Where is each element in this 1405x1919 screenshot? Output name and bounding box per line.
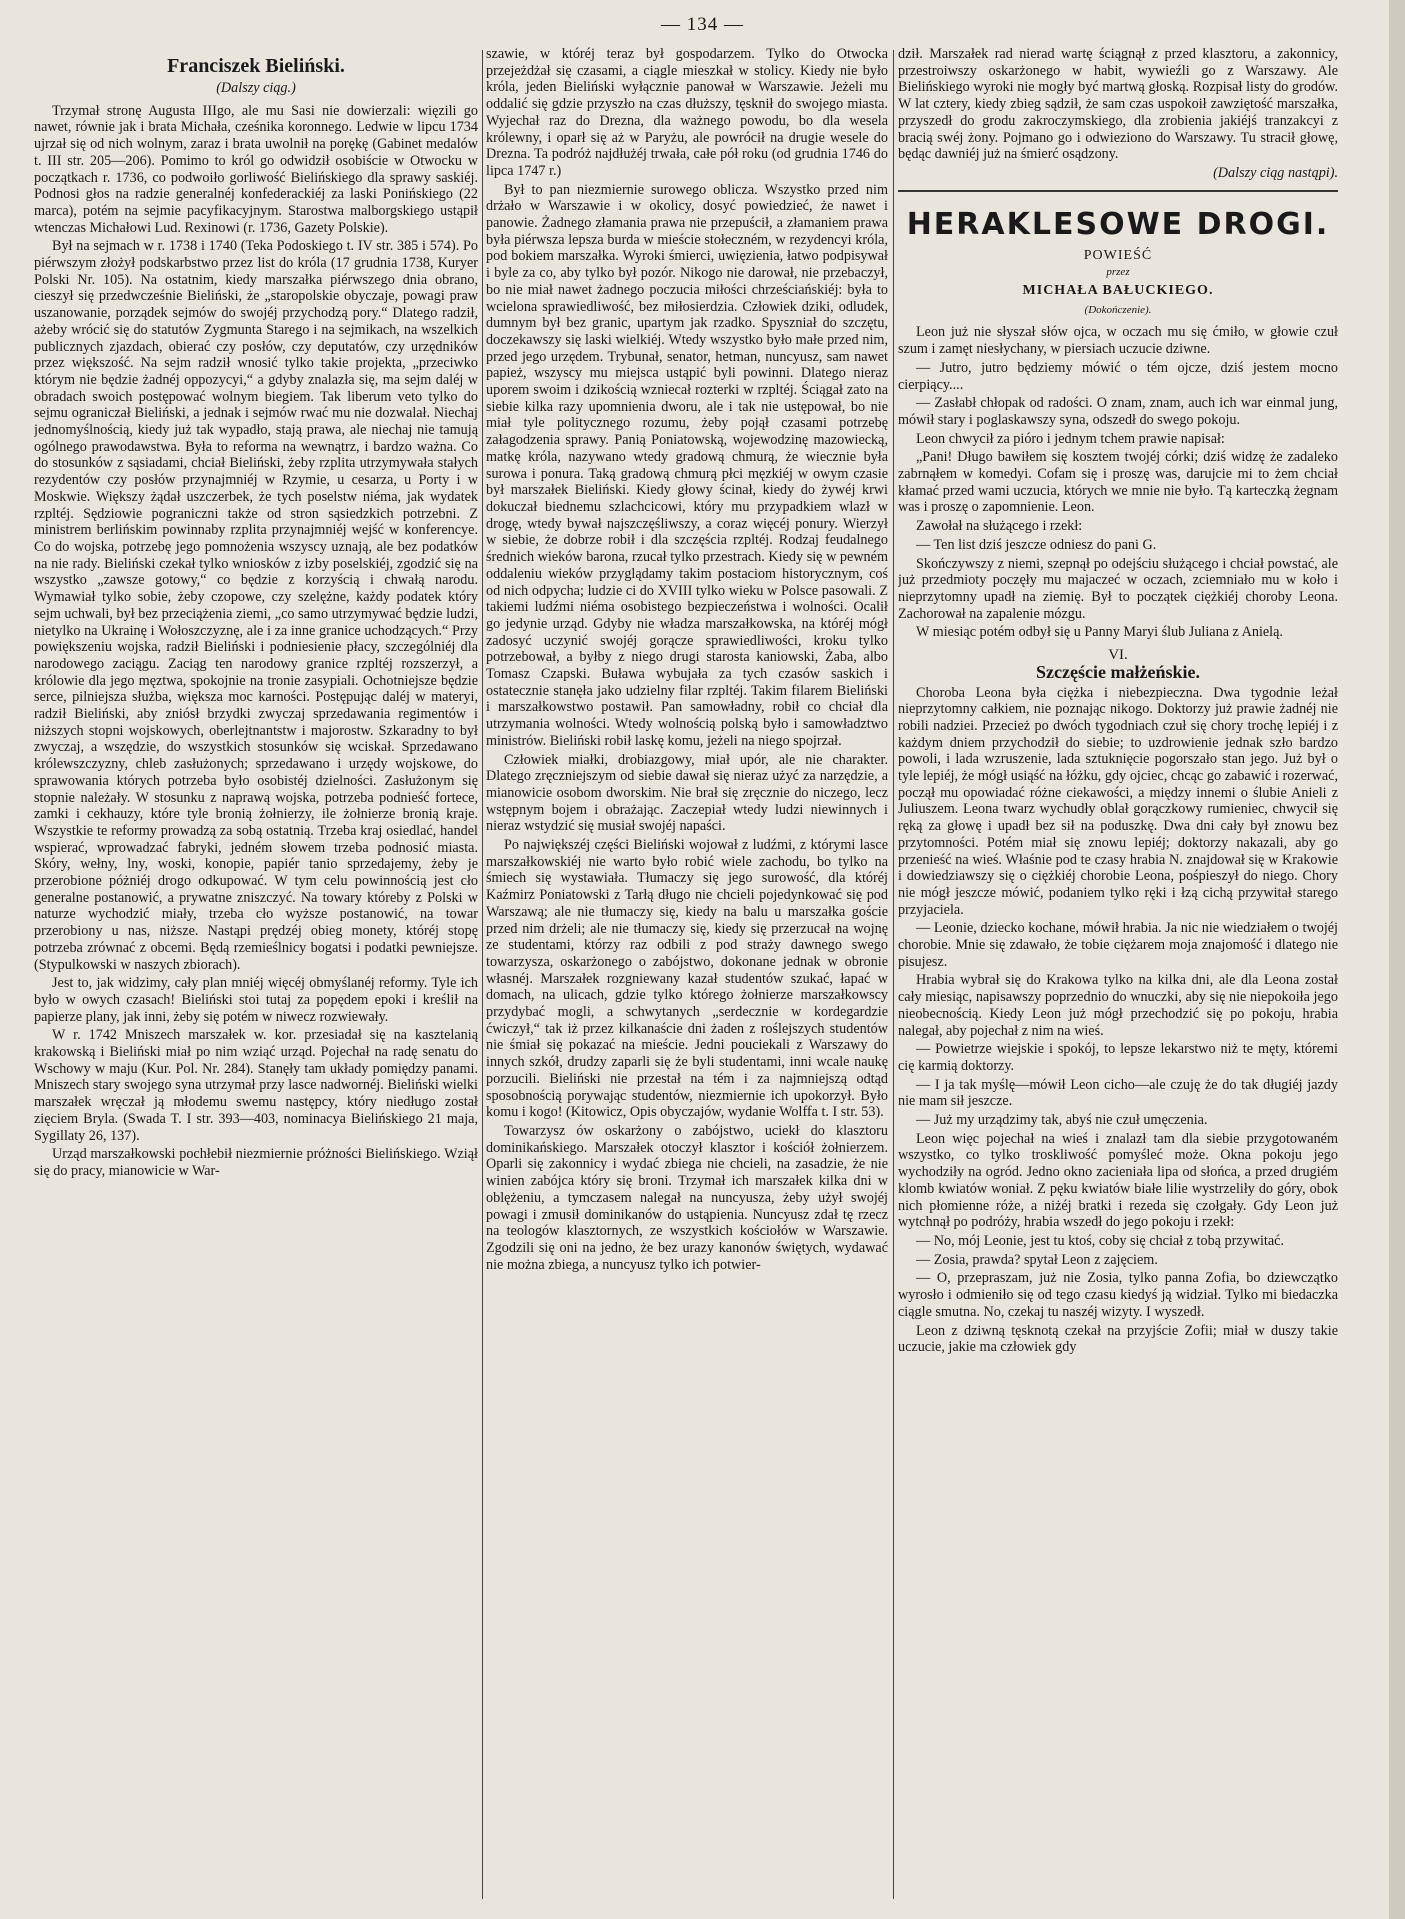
page-edge [1389, 0, 1405, 1919]
article-title: Franciszek Bieliński. [167, 55, 345, 77]
paragraph: Człowiek miałki, drobiazgowy, miał upór, ale nie charakter. Dlatego zręczniejszym od siebie dawał się nieraz użyć za narzędzie, a mianowicie osobom dworskim. Nie brał się zręcznie do niczego, lecz wstępnym bojem i obrażając. Zaczepiał wtedy ludzi niewinnych i nieraz wstydzić się musiał swojéj napaści. [486, 751, 888, 835]
paragraph: Był to pan niezmiernie surowego oblicza. Wszystko przed nim drżało w Warszawie i w okolicy, dosyć powiedzieć, że nawet i panowie. Żadnego złamania prawa nie przepuścił, a złamaniem prawa była piérwsza lepsza burda w mieście stołeczném, w rezydencyi króla, pod bokiem marszałka. Wyroki śmierci, uwięzienia, łatwo podpisywał i byle za co, aby tylko był pozór. Nikogo nie darował, nie przebaczył, bo nie miał nawet żadnego poczucia miłości chrześciańskiéj: była to wcielona sprawiedliwość, bez miłosierdzia. Człowiek dziki, odludek, dumnym był bez granic, upartym jak rzadko. Spyszniał do szczętu, doczekawszy się laski wielkiéj. Wtedy wszystko było małe przed nim, przed jego urzędem. Trybunał, senator, hetman, nuncyusz, sam nawet papież, wszyscy mu miejsca ustąpić byli powinni. Dlatego nieraz uporem swoim i dzikością wzniecał rozterki w rzpltéj. Ściągał zato na siebie kilka razy upomnienia dworu, ale i tak nie ustępował, bo nie miał tyle politycznego rozumu, żeby pojął czasami potrzebę załagodzenia sprawy. Panią Poniatowską, wojewodzinę mazowiecką, matkę króla, nazywano wtedy gradową chmurą, że wiecznie była surowa i ponura. Taką gradową chmurą płci męzkiéj w owym czasie był marszałek Bieliński. Kiedy głowy ścinał, kiedy do żywéj krwi dokuczał biednemu szlachcicowi, który mu przypadkiem wlazł w drogę, wtedy bywał najszczęśliwszy, a coraz więcéj ponury. Wierzył w siebie, że dobrze robił i dla szczęścia rzpltéj. Rodzaj feudalnego średnich wieków barona, rzucał tylko przestrach. Kiedy się w pewném oddaleniu wieków przyglądamy takim postaciom historycznym, coś od nich odpycha; ludzie ci do XVIII tylko wieku w Polsce pasowali. Z takiemi ludźmi niéma osobistego bezpieczeństwa i wolności. Ocalił go jedynie urząd. Gdyby nie władza marszałkowska, na któréj mógł zadosyć uczynić swojéj gorącze sprawiedliwości, kroku tylko potrzebował, a byłby z niego drugi starosta kaniowski, Żaba, albo Tomasz Czapski. Buława wybujała za tych czasów saskich i ostatecznie stanęła jako udzielny filar rzpltéj. Takim filarem Bieliński i marszałkowstwo postawił. Pan samowładny, robił co chciał dla utrzymania wolności. Wtedy wolnością polską było i samowładztwo ministrów. Bieliński robił laskę komu, jeżeli na niego spojrzał. [486, 181, 888, 749]
chapter-number: VI. [1108, 647, 1128, 664]
paragraph: dził. Marszałek rad nierad wartę ściągnął z przed klasztoru, a zakonnicy, przestroiwszy oskarżonego w habit, wywieźli go z Warszawy. Ale Bielińskiego wyroki nie mogły być martwą głoską. Rozpisał listy do grodów. W lat cztery, kiedy zbieg sądził, że sam czas uspokoił zawziętość marszałka, przyszedł do grodu zakroczymskiego, dla zrobienia jakiéjś tranzakcyi z bracią swéj żony. Pojmano go i odwieziono do Warszawy. Tu stracił głowę, będąc dawniéj już na śmierć osądzony. [898, 46, 1338, 163]
column-rule [893, 50, 894, 1899]
paragraph: „Pani! Długo bawiłem się kosztem twojéj córki; dziś widzę że zadaleko zabrnąłem w komedyi. Cofam się i proszę was, darujcie mi to żem chciał kłamać przed wami uczucia, których we mnie nie było. Tą karteczką żegnam was i proszę o zapomnienie. Leon. [898, 449, 1338, 516]
paragraph: — Leonie, dziecko kochane, mówił hrabia. Ja nic nie wiedziałem o twojéj chorobie. Mnie się zdawało, że tobie ciężarem moja znajomość i dlatego nie pisujesz. [898, 920, 1338, 970]
paragraph: Towarzysz ów oskarżony o zabójstwo, uciekł do klasztoru dominikańskiego. Marszałek otoczył klasztor i kościół żołnierzem. Oparli się zakonnicy i wydać zbiega nie chcieli, na zasadzie, że nie winien zabójca który się broni. Trzymał ich marszałek kilka dni w oblężeniu, a tymczasem nalegał na nuncyusza, żeby użył swojéj powagi i zmusił dominikanów do ustąpienia. Nuncyusz zdał tę rzecz na teologów klasztornych, ze wszystkich kościołów w Warszawie. Zgodzili się oni na jedno, że bez urazy kanonów świętych, wydawać nie można zbiega, a nuncyusz tylko ich potwier- [486, 1123, 888, 1273]
column-3 [898, 46, 1338, 1899]
continued-note: (Dalszy ciąg nastąpi). [1213, 164, 1338, 181]
paragraph: W miesiąc potém odbył się u Panny Maryi ślub Juliana z Anielą. [916, 624, 1283, 641]
paragraph: Jest to, jak widzimy, cały plan mniéj więcéj obmyślanéj reformy. Tyle ich było w owych czasach! Bieliński stoi tutaj za popędem epoki i kreślił na papierze plany, jak inni, żeby się potém w niwecz rozwiewały. [34, 975, 478, 1025]
paragraph: Hrabia wybrał się do Krakowa tylko na kilka dni, ale dla Leona został cały miesiąc, napisawszy poprzednio do wnuczki, aby się nie niepokoiła jego nieobecnością. Kiedy Leon już mógł przechodzić się po pokoju, hrabia nalegał, aby pojechał z nim na wieś. [898, 972, 1338, 1039]
paragraph: Był na sejmach w r. 1738 i 1740 (Teka Podoskiego t. IV str. 385 i 574). Po piérwszym złożył podskarbstwo przez list do króla (17 grudnia 1738, Kuryer Polski Nr. 105). Na ostatnim, kiedy marszałka piérwszego dnia obrano, cieszył się przedwcześnie Bieliński, że „staropolskie obyczaje, powagi praw uszanowanie, porządek sejmów do swojéj przychodzą pory.“ Dlatego radził, ażeby wrócić się do statutów Zygmunta Starego i na sejmikach, na wszelkich publicznych zjazdach, obierać czy posłów, czy deputatów, czy urzędników przez większość. Na sejm radził wnosić tylko takie projekta, „przeciwko którym nie będzie żadnéj oppozycyi,“ a gdyby znalazła się, ma sejm daléj w obradach swoich postępować wolnym biegiem. Tak liberum veto tylko do sejmu ograniczał Bieliński, a jednak i sejmów rwać mu nie dozwalał. Niechaj jednomyślnością, kiedy już tak wypadło, stają prawa, ale niechaj nie tamują ogólnego prawodawstwa. Była to reforma na wewnątrz, i bardzo ważna. Co do stosunków z sąsiadami, chciał Bieliński, żeby rzplita utrzymywała stałych rezydentów czy posłów przynajmniéj w Rzymie, u cesarza, u Porty i w Moskwie. Większy żądał uszczerbek, że tych poselstw niéma, jak wydatek rzpltéj. Sędziowie pograniczni także od stron sąsiedzkich potrzebni. Z ministrem berlińskim powinnaby rzplita przynajmniéj wejść w konferencye. Co do wojska, potrzebę jego pomnożenia wszyscy uznają, ale bez podatków na nie rady. Bieliński czekał tylko wniosków z izby poselskiéj, zgodzić się na wszystko „zawsze gotowy,“ co będzie z korzyścią i chwałą narodu. Wymawiał tylko sobie, żeby czopowe, czy szelężne, każdy podatek który sejm uchwali, był bez przeciążenia ziemi, „co samo utrzymywać będzie ludzi, nietylko na Ukrainę i Wołoszczyznę, ale i za inne granice uchodzących.“ Przy powiększeniu wojska, radził Bieliński i podniesienie płacy, szczególniéj dla narodowego zaciągu. Zaciąg ten narodowy granice rzpltéj rozszerzył, a królowie dla jego męztwa, spokojnie na tronie zasypiali. Ochotniejsze będzie serce, pilniejsza służba, większa moc karności. Postępując daléj w materyi, radził Bieliński, aby zniósł brzydki zwyczaj sprzedawania regimentów i niższych stopni wojskowych, oberlejtnantstw i majorostw. Szkaradny to był zwyczaj, a wszędzie, do wszystkich stosunków się wciskał. Sprzedawano królewszczyzny, chleb zasłużonych; sprzedawano i urzędy wojskowe, do sprawowania których potrzeba było osobistéj dzielności. Zasłużonym się stopnie należały. W stosunku z naprawą wojska, potrzeba podnieść fortece, zamki i cekhauzy, które tyle bronią żołnierzy, ile żołnierze bronią kraje. Wszystkie te reformy prowadzą za sobą ostatnią. Trzeba kraj osiedlać, handel wspierać, wprowadzać fabryki, jedném słowem trzeba podnosić miasta. Skóry, wełny, lny, woski, konopie, papiér tanio sprzedajemy, żeby je przerobione póżniéj drogo odkupować. W tym celu powinnością jest cło generalne postanowić, a prywatne zniszczyć. Na towary któreby z Polski w naturze wychodzić miały, trzeba cło wyższe postanowić, na towar przerobiony u nas, niższe. Nastąpi prędzéj obieg monety, któréj stopę potrzeba zrównać z obcemi. Będą rzemieślnicy bogatsi i podatki pewniejsze. (Stypulkowski w naszych zbiorach). [34, 238, 478, 973]
article-subtitle: (Dalszy ciąg.) [216, 80, 296, 96]
novel-status: (Dokończenie). [1084, 303, 1152, 316]
paragraph: — No, mój Leonie, jest tu ktoś, coby się chciał z tobą przywitać. [916, 1233, 1284, 1249]
paragraph: — Zosia, prawda? spytał Leon z zajęciem. [916, 1251, 1158, 1268]
column-rule [482, 50, 483, 1899]
paragraph: — Ten list dziś jeszcze odniesz do pani G. [916, 536, 1157, 553]
novel-by: przez [1106, 266, 1130, 279]
page-number: — 134 — [661, 14, 744, 35]
paragraph: Zawołał na służącego i rzekł: [916, 518, 1083, 535]
paragraph: Po największéj części Bieliński wojował z ludźmi, z którymi lasce marszałkowskiéj nie warto było robić wiele zachodu, bo tylko na śmiech się wystawiała. Tłumaczy się jego surowość, dla któréj Kaźmirz Poniatowski z Tarłą długo nie chcieli pojedynkować się pod Warszawą; ale nie tłumaczy się, kiedy na balu u marszałka goście przed nim drżeli; ale nie tłumaczy się, kiedy się przerzucał na wojnę ze studentami, którzy raz odbili z pod straży dawnego swego towarzysza, oskarżonego o zabójstwo, dokonane jednak w obronie własnéj. Marszałek rozgniewany kazał studentów szukać, łapać w domach, na ulicach, gdzie tylko którego żołnierze marszałkowscy przydybać mogli, a schwytanych „serdecznie w kordegardzie ćwiczył,“ tak iż przez kilkanaście dni żaden z roślejszych studentów nie śmiał się pokazać na mieście. Jedni pouciekali z Warszawy do innych szkół, drudzy zaparli się że byli studentami, inni wcale naukę porzucili. Bieliński nie przestał na tém i za najmniejszą odtąd sposobnością porywając studentów, niezmiernie ich upokorzył. Było komu i kogo! (Kitowicz, Opis obyczajów, wydanie Wolffa t. I str. 53). [486, 837, 888, 1121]
paragraph: — Jutro, jutro będziemy mówić o tém ojcze, dziś jestem mocno cierpiący.... [898, 359, 1338, 393]
column-1 [34, 46, 478, 1899]
chapter-title: Szczęście małżeńskie. [1036, 661, 1200, 682]
novel-author: MICHAŁA BAŁUCKIEGO. [1022, 283, 1214, 299]
paragraph: Urząd marszałkowski pochłebił niezmiernie próżności Bielińskiego. Wziął się do pracy, mianowicie w War- [34, 1146, 478, 1179]
paragraph: Choroba Leona była ciężka i niebezpieczna. Dwa tygodnie leżał nieprzytomny całkiem, nie poznając nikogo. Doktorzy już prawie żadnéj nie robili nadziei. Przecież po dwóch tygodniach czuł się chory trochę lepiéj i z każdym dniem przychodził do siebie; to uzdrowienie jednak szło bardzo powoli, i lada wzruszenie, lada sztuknięcie pogorszało stan jego. Już był o tyle lepiéj, że mógł usiąść na łóżku, gdy ojciec, chcąc go zabawić i rozerwać, począł mu opowiadać różne ciekawości, a między innemi o ślubie Anieli z Juliuszem. Leona twarz wychudły oblał gorączkowy rumieniec, chwycił się ręką za głowę i upadł bez sił na poduszkę. Dwa dni cały był znowu bez przytomności. Potém miał się znowu lepiéj; doktorzy nakazali, aby go przenieść na wieś. Właśnie pod te czasy hrabia N. znajdował się w Krakowie i dowiedziawszy się o ciężkiéj chorobie Leona, pośpieszył do niego. Chory nie mógł jeszcze mówić, podaniem tylko ręki i łzą cichą przywitał starego przyjaciela. [898, 684, 1338, 918]
paragraph: Leon z dziwną tęsknotą czekał na przyjście Zofii; miał w duszy takie uczucie, jakie ma człowiek gdy [898, 1322, 1338, 1356]
paragraph: Trzymał stronę Augusta IIIgo, ale mu Sasi nie dowierzali: więzili go nawet, równie jak i brata Michała, cześnika koronnego. Ledwie w lipcu 1734 ujrzał się od nich wolnym, zaraz i brata uwolnił na porękę (Gabinet medalów t. III str. 205—206). Pomimo to król go odwidził osobiście w Otwocku w początkach r. 1736, co podwoiło gorliwość Bielińskiego dla sprawy saskiéj. Podnosi głos na radzie generalnéj konfederackiéj za laski Ponińskiego (22 marca), potém na sejmie pacyfikacyjnym. Starostwa malborgskiego ustąpił wtenczas Michałowi Lud. Rexinowi (r. 1736, Gazety Polskie). [34, 102, 478, 236]
paragraph: Skończywszy z niemi, szepnął po odejściu służącego i chciał powstać, ale już przedmioty poczęły mu majaczeć w oczach, zciemniało mu w koło i nieprzytomny upadł na ziemię. Był to początek ciężkiéj choroby Leona. Zachorował na zapalenie mózgu. [898, 555, 1338, 622]
column-2 [486, 46, 888, 1899]
paragraph: — Już my urządzimy tak, abyś nie czuł umęczenia. [916, 1112, 1208, 1129]
paragraph: — I ja tak myślę—mówił Leon cicho—ale czuję że do tak długiéj jazdy nie mam sił jeszcze. [898, 1076, 1338, 1110]
novel-genre: POWIEŚĆ [1083, 247, 1153, 263]
paragraph: — Zasłabł chłopak od radości. O znam, znam, auch ich war einmal jung, mówił stary i poglaskawszy syna, odszedł do swego pokoju. [898, 395, 1338, 428]
paragraph: Leon więc pojechał na wieś i znalazł tam dla siebie przygotowaném wszystko, co tylko troskliwość pomyśleć może. Okna pokoju jego wychodziły na ogród. Jedno okno zacieniała lipa od słońca, a przed drugiém klomb kwiatów woniał. Z pęku kwiatów białe lilie wystrzeliły do góry, obok nich płomienne róże, a niżéj bratki i rezeda się czołgały. Gdy Leon już wytchnął po podróży, hrabia wszedł do jego pokoju i rzekł: [898, 1130, 1338, 1231]
paragraph: Leon już nie słyszał słów ojca, w oczach mu się ćmiło, w głowie czuł szum i zamęt niesłychany, w piersiach uczucie dziwne. [898, 324, 1338, 358]
paragraph: — Powietrze wiejskie i spokój, to lepsze lekarstwo niż te męty, któremi cię karmią doktorzy. [898, 1041, 1338, 1074]
novel-title: HERAKLESOWE DROGI. [906, 206, 1330, 242]
paragraph: W r. 1742 Mniszech marszałek w. kor. przesiadał się na kasztelanią krakowską i Bieliński miał po nim wziąć urząd. Pojechał na radę senatu do Wschowy w maju (Kur. Pol. Nr. 284). Stanęły tam układy pomiędzy panami. Mniszech stary swojego syna utrzymał przy lasce nadwornéj. Bieliński wielki marszałek wręczał ją młodemu swemu następcy, który niedługo został zięciem Bryla. (Swada T. I str. 393—403, nominacya Bielińskiego 21 maja, Sygillaty 26, 137). [34, 1027, 478, 1144]
paragraph: — O, przepraszam, już nie Zosia, tylko panna Zofia, bo dziewczątko wyrosło i odmieniło się od tego czasu kiedyś ją widział. Tylko mi biedaczka ciągle smutna. No, czekaj tu naszéj wizyty. I wyszedł. [898, 1270, 1338, 1320]
section-divider [898, 190, 1338, 192]
paragraph: Leon chwycił za pióro i jednym tchem prawie napisał: [916, 430, 1225, 447]
paragraph: szawie, w któréj teraz był gospodarzem. Tylko do Otwocka przejeżdżał się czasami, a ciągle mieszkał w stolicy. Kiedy nie było króla, jeden Bieliński wyłącznie panował w Warszawie. Jeżeli mu oddalić się gdzie przyszło na czas dłuższy, tęsknił do swojego miasta. Wyjechał raz do Drezna, dla ważnego powodu, bo dla wesela królewny, i oparł się aż w Paryżu, ale powrócił na drugie wesele do Drezna. Ta podróż najdłużéj trwała, całe pół roku (od grudnia 1746 do lipca 1747 r.) [486, 46, 888, 179]
